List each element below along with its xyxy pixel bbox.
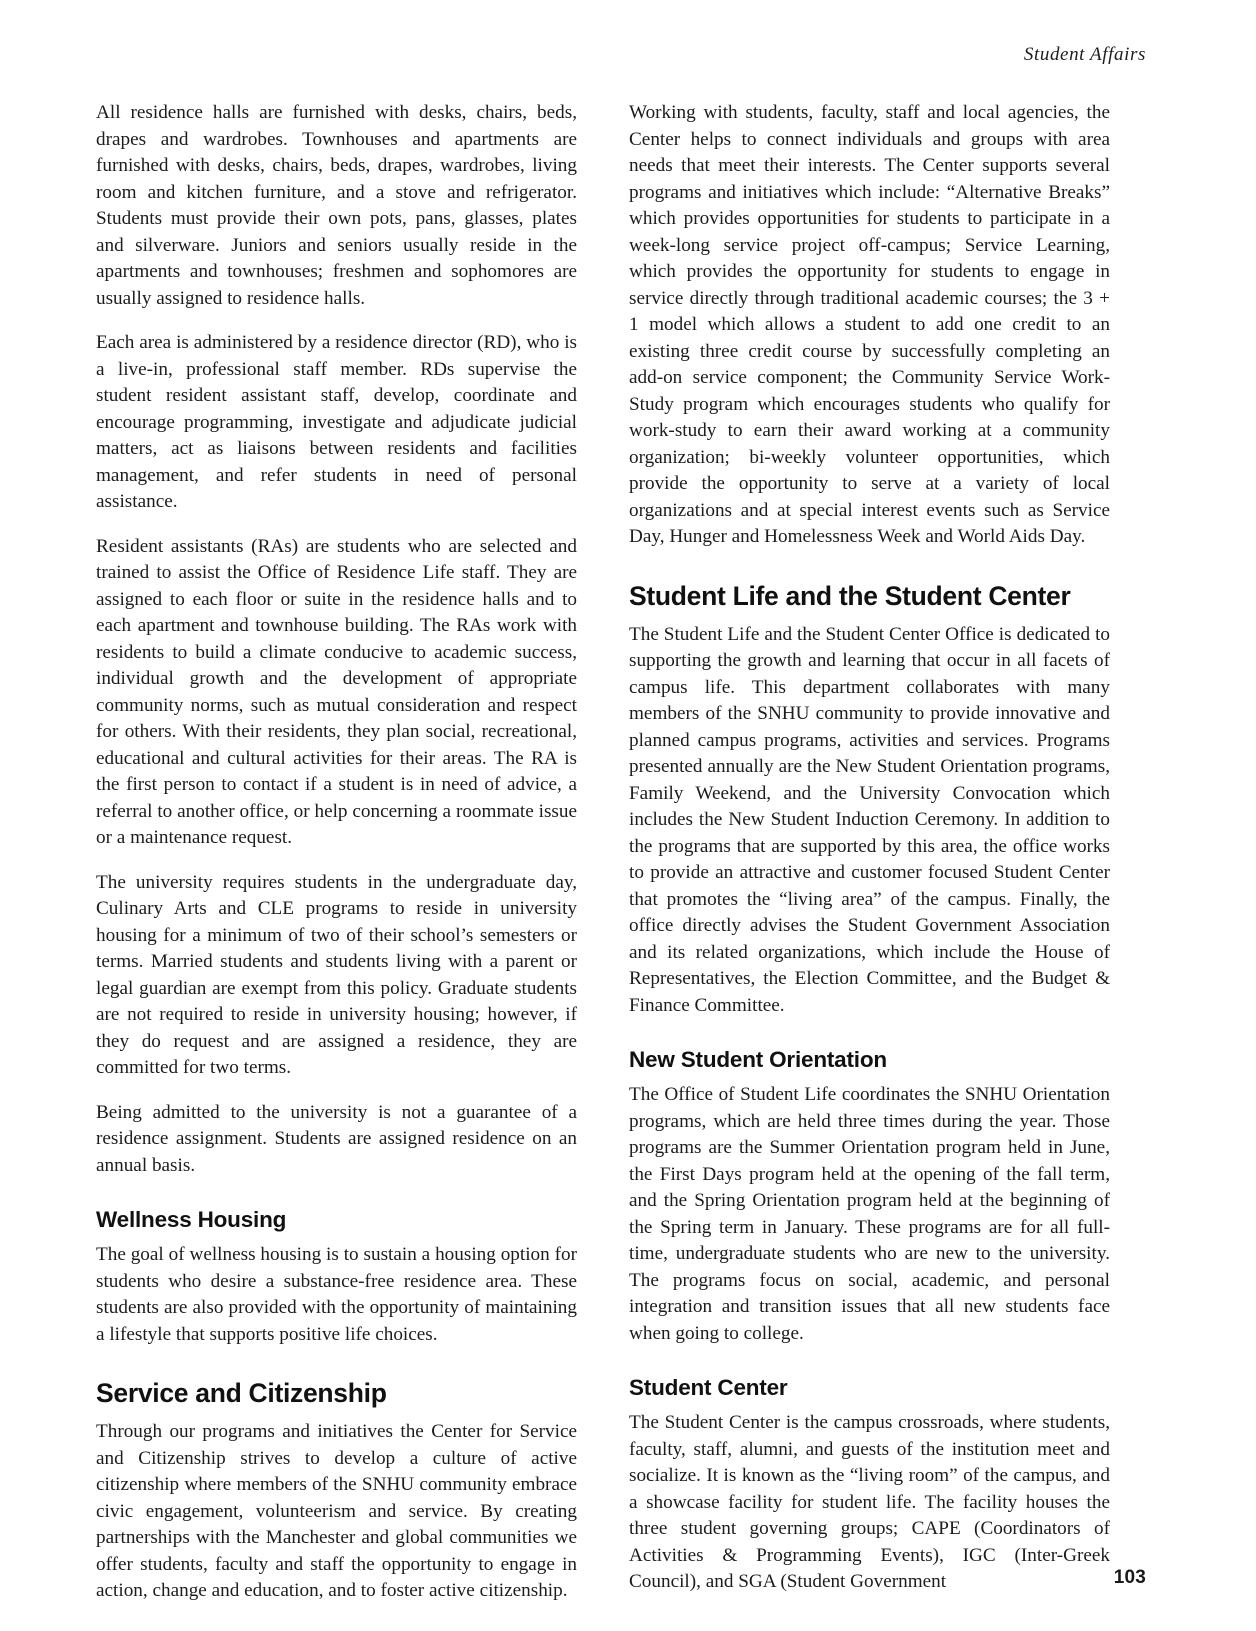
body-paragraph: The university requires students in the undergraduate day, Culinary Arts and CLE programs to reside in university housing for a minimum of two of their school’s semesters or terms. Married students and students living with a parent or legal guardian are exempt from this policy. Graduate students are not required to reside in university housing; however, if they do request and are assigned a residence, they are committed for two terms. xyxy=(96,871,577,1078)
subsection-heading: New Student Orientation xyxy=(629,1047,887,1072)
body-paragraph: Each area is administered by a residence director (RD), who is a live-in, professional staff member. RDs supervise the student resident assistant staff, develop, coordinate and encourage programming, investigate and adjudicate judicial matters, act as liaisons between residents and facilities management, and refer students in need of personal assistance. xyxy=(96,332,577,512)
subsection-heading: Wellness Housing xyxy=(96,1207,287,1232)
running-head: Student Affairs xyxy=(1023,44,1146,65)
section-heading: Service and Citizenship xyxy=(96,1378,387,1408)
body-paragraph: All residence halls are furnished with desks, chairs, beds, drapes and wardrobes. Townhouses and apartments are furnished with desks, chairs, beds, drapes, wardrobes, living room and kitchen furniture, and a stove and refrigerator. Students must provide their own pots, pans, glasses, plates and silverware. Juniors and seniors usually reside in the apartments and townhouses; freshmen and sophomores are usually assigned to residence halls. xyxy=(96,102,577,309)
body-paragraph: The Student Center is the campus crossroads, where students, faculty, staff, alumni, and guests of the institution meet and socialize. It is known as the “living room” of the campus, and a showcase facility for student life. The facility houses the three student governing groups; CAPE (Coordinators of Activities & Programming Events), IGC (Inter-Greek Council), and SGA (Student Government xyxy=(629,1412,1110,1592)
subsection-heading: Student Center xyxy=(629,1375,788,1400)
body-paragraph: The Student Life and the Student Center Office is dedicated to supporting the growth and learning that occur in all facets of campus life. This department collaborates with many members of the SNHU community to provide innovative and planned campus programs, activities and services. Programs presented annually are the New Student Orientation programs, Family Weekend, and the University Convocation which includes the New Student Induction Ceremony. In addition to the programs that are supported by this area, the office works to provide an attractive and customer focused Student Center that promotes the “living area” of the campus. Finally, the office directly advises the Student Government Association and its related organizations, which include the House of Representatives, the Election Committee, and the Budget & Finance Committee. xyxy=(629,623,1110,1016)
body-paragraph: Being admitted to the university is not a guarantee of a residence assignment. Students are assigned residence on an annual basis. xyxy=(96,1101,577,1176)
body-paragraph: Resident assistants (RAs) are students who are selected and trained to assist the Office of Residence Life staff. They are assigned to each floor or suite in the residence halls and to each apartment and townhouse building. The RAs work with residents to build a climate conducive to academic success, individual growth and the development of appropriate community norms, such as mutual consideration and respect for others. With their residents, they plan social, recreational, educational and cultural activities for their areas. The RA is the first person to contact if a student is in need of advice, a referral to another office, or help concerning a roommate issue or a maintenance request. xyxy=(96,535,577,848)
body-paragraph: The Office of Student Life coordinates the SNHU Orientation programs, which are held three times during the year. Those programs are the Summer Orientation program held in June, the First Days program held at the opening of the fall term, and the Spring Orientation program held at the beginning of the Spring term in January. These programs are for all full-time, undergraduate students who are new to the university. The programs focus on social, academic, and personal integration and transition issues that all new students face when going to college. xyxy=(629,1084,1110,1344)
body-paragraph: The goal of wellness housing is to sustain a housing option for students who desire a substance-free residence area. These students are also provided with the opportunity of maintaining a lifestyle that supports positive life choices. xyxy=(96,1244,577,1345)
body-paragraph: Working with students, faculty, staff and local agencies, the Center helps to connect individuals and groups with area needs that meet their interests. The Center supports several programs and initiatives which include: “Alternative Breaks” which provides opportunities for students to participate in a week-long service project off-campus; Service Learning, which provides the opportunity for students to engage in service directly through traditional academic courses; the 3 + 1 model which allows a student to add one credit to an existing three credit course by successfully completing an add-on service component; the Community Service Work-Study program which encourages students who qualify for work-study to earn their award working at a community organization; bi-weekly volunteer opportunities, which provide the opportunity to serve at a variety of local organizations and at special interest events such as Service Day, Hunger and Homelessness Week and World Aids Day. xyxy=(629,102,1110,547)
right-column xyxy=(629,100,1110,1592)
body-paragraph: Through our programs and initiatives the Center for Service and Citizenship strives to develop a culture of active citizenship where members of the SNHU community embrace civic engagement, volunteerism and service. By creating partnerships with the Manchester and global communities we offer students, faculty and staff the opportunity to engage in action, change and education, and to foster active citizenship. xyxy=(96,1421,577,1601)
page-number: 103 xyxy=(1113,1567,1146,1588)
left-column xyxy=(96,100,577,1601)
section-heading: Student Life and the Student Center xyxy=(629,580,1071,611)
